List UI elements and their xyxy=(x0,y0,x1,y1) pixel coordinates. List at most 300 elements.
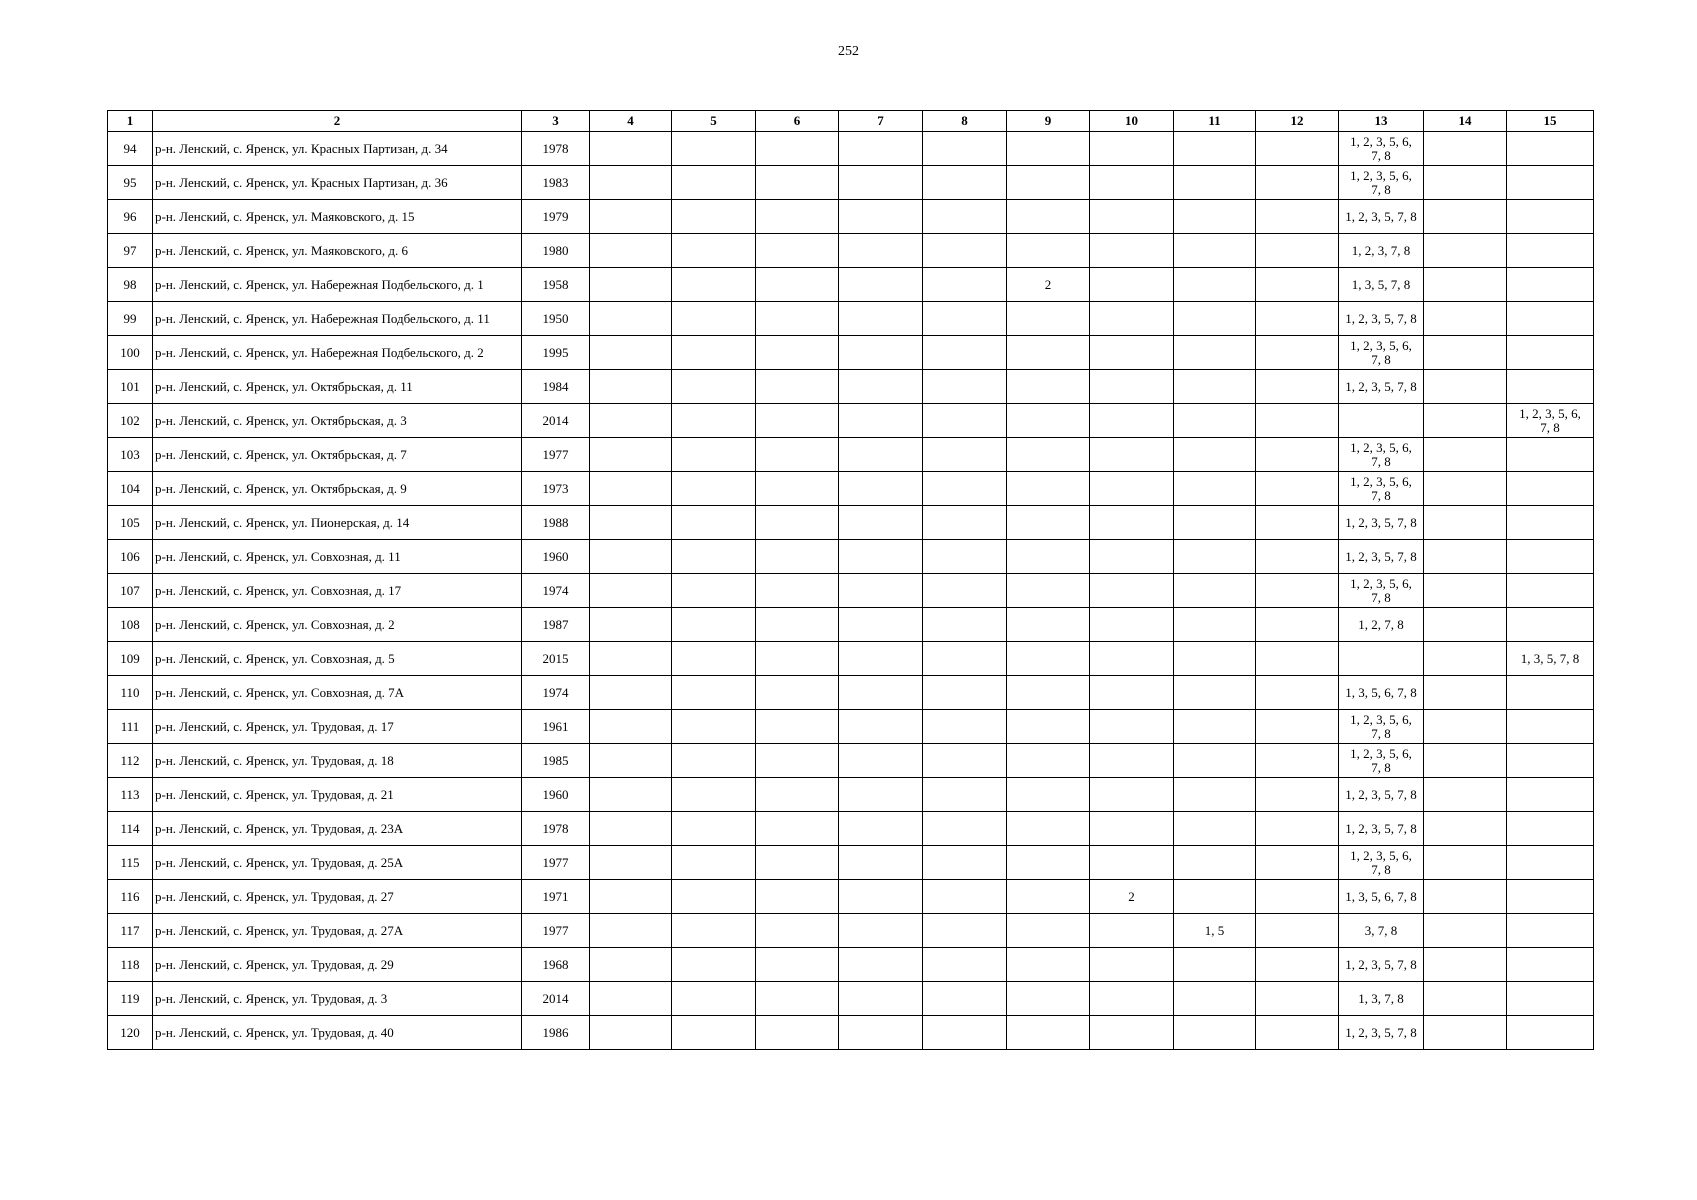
table-cell-col-5 xyxy=(672,914,756,948)
table-cell-col-12 xyxy=(1256,948,1339,982)
table-cell-col-11 xyxy=(1174,574,1256,608)
table-cell-col-9 xyxy=(1007,608,1090,642)
table-cell-col-10 xyxy=(1090,472,1174,506)
table-cell-col-10 xyxy=(1090,404,1174,438)
table-cell-col-7 xyxy=(839,676,923,710)
table-cell-col-6 xyxy=(756,234,839,268)
table-row xyxy=(108,642,1594,676)
table-cell-col-12 xyxy=(1256,676,1339,710)
table-cell-col-15 xyxy=(1507,506,1594,540)
table-cell-col-5 xyxy=(672,642,756,676)
column-header-12: 12 xyxy=(1256,111,1339,132)
table-cell-col-10 xyxy=(1090,642,1174,676)
table-cell-col-10 xyxy=(1090,166,1174,200)
table-cell-col-6 xyxy=(756,268,839,302)
table-cell-col-7 xyxy=(839,268,923,302)
table-row xyxy=(108,812,1594,846)
table-cell-col-7 xyxy=(839,642,923,676)
table-cell-col-12 xyxy=(1256,370,1339,404)
table-cell-col-12 xyxy=(1256,132,1339,166)
table-cell-col-5 xyxy=(672,574,756,608)
table-cell-col-7 xyxy=(839,336,923,370)
table-cell-col-8 xyxy=(923,166,1007,200)
table-cell-col-10 xyxy=(1090,608,1174,642)
table-cell-col-1: 108 xyxy=(108,608,153,642)
table-cell-col-3: 1960 xyxy=(522,778,590,812)
table-cell-col-10: 2 xyxy=(1090,880,1174,914)
table-cell-col-2: р-н. Ленский, с. Яренск, ул. Совхозная, д. 5 xyxy=(153,642,522,676)
table-cell-col-15 xyxy=(1507,812,1594,846)
table-cell-col-1: 104 xyxy=(108,472,153,506)
table-cell-col-6 xyxy=(756,132,839,166)
table-cell-col-2: р-н. Ленский, с. Яренск, ул. Красных Партизан, д. 34 xyxy=(153,132,522,166)
table-cell-col-7 xyxy=(839,880,923,914)
table-cell-col-14 xyxy=(1424,710,1507,744)
table-row xyxy=(108,234,1594,268)
table-cell-col-3: 1983 xyxy=(522,166,590,200)
table-cell-col-6 xyxy=(756,438,839,472)
table-cell-col-10 xyxy=(1090,710,1174,744)
table-cell-col-1: 109 xyxy=(108,642,153,676)
table-cell-col-12 xyxy=(1256,914,1339,948)
table-cell-col-10 xyxy=(1090,778,1174,812)
table-cell-col-5 xyxy=(672,948,756,982)
table-cell-col-13: 1, 2, 3, 5, 6, 7, 8 xyxy=(1339,744,1424,778)
table-cell-col-14 xyxy=(1424,268,1507,302)
table-cell-col-6 xyxy=(756,506,839,540)
table-cell-col-8 xyxy=(923,506,1007,540)
table-cell-col-7 xyxy=(839,710,923,744)
table-cell-col-6 xyxy=(756,948,839,982)
table-cell-col-10 xyxy=(1090,268,1174,302)
table-cell-col-2: р-н. Ленский, с. Яренск, ул. Октябрьская, д. 11 xyxy=(153,370,522,404)
table-cell-col-5 xyxy=(672,812,756,846)
table-cell-col-11 xyxy=(1174,846,1256,880)
table-cell-col-2: р-н. Ленский, с. Яренск, ул. Октябрьская, д. 9 xyxy=(153,472,522,506)
table-cell-col-11 xyxy=(1174,676,1256,710)
table-cell-col-10 xyxy=(1090,438,1174,472)
table-cell-col-2: р-н. Ленский, с. Яренск, ул. Красных Партизан, д. 36 xyxy=(153,166,522,200)
table-cell-col-11 xyxy=(1174,370,1256,404)
table-cell-col-1: 103 xyxy=(108,438,153,472)
table-cell-col-9 xyxy=(1007,642,1090,676)
table-cell-col-2: р-н. Ленский, с. Яренск, ул. Трудовая, д. 29 xyxy=(153,948,522,982)
table-cell-col-14 xyxy=(1424,132,1507,166)
table-cell-col-10 xyxy=(1090,812,1174,846)
column-header-2: 2 xyxy=(153,111,522,132)
table-cell-col-14 xyxy=(1424,574,1507,608)
table-cell-col-10 xyxy=(1090,540,1174,574)
table-cell-col-10 xyxy=(1090,574,1174,608)
table-cell-col-7 xyxy=(839,472,923,506)
table-row xyxy=(108,778,1594,812)
table-cell-col-15 xyxy=(1507,200,1594,234)
table-cell-col-13: 1, 2, 3, 7, 8 xyxy=(1339,234,1424,268)
table-cell-col-4 xyxy=(590,880,672,914)
table-cell-col-9 xyxy=(1007,778,1090,812)
table-cell-col-12 xyxy=(1256,200,1339,234)
table-cell-col-11 xyxy=(1174,200,1256,234)
table-cell-col-4 xyxy=(590,744,672,778)
table-cell-col-7 xyxy=(839,574,923,608)
table-cell-col-14 xyxy=(1424,676,1507,710)
table-cell-col-4 xyxy=(590,846,672,880)
table-row xyxy=(108,506,1594,540)
table-cell-col-6 xyxy=(756,404,839,438)
column-header-4: 4 xyxy=(590,111,672,132)
table-cell-col-3: 1968 xyxy=(522,948,590,982)
table-cell-col-2: р-н. Ленский, с. Яренск, ул. Трудовая, д. 40 xyxy=(153,1016,522,1050)
table-cell-col-14 xyxy=(1424,812,1507,846)
table-cell-col-14 xyxy=(1424,540,1507,574)
table-cell-col-1: 113 xyxy=(108,778,153,812)
table-cell-col-14 xyxy=(1424,438,1507,472)
table-cell-col-13: 1, 2, 3, 5, 7, 8 xyxy=(1339,540,1424,574)
table-cell-col-1: 118 xyxy=(108,948,153,982)
table-cell-col-2: р-н. Ленский, с. Яренск, ул. Трудовая, д. 27 xyxy=(153,880,522,914)
table-cell-col-11 xyxy=(1174,506,1256,540)
table-cell-col-14 xyxy=(1424,200,1507,234)
table-cell-col-2: р-н. Ленский, с. Яренск, ул. Набережная Подбельского, д. 1 xyxy=(153,268,522,302)
table-cell-col-13: 1, 2, 3, 5, 6, 7, 8 xyxy=(1339,574,1424,608)
table-cell-col-8 xyxy=(923,710,1007,744)
table-cell-col-2: р-н. Ленский, с. Яренск, ул. Совхозная, д. 7А xyxy=(153,676,522,710)
table-cell-col-14 xyxy=(1424,506,1507,540)
table-cell-col-13: 1, 2, 3, 5, 6, 7, 8 xyxy=(1339,132,1424,166)
table-cell-col-1: 95 xyxy=(108,166,153,200)
table-cell-col-2: р-н. Ленский, с. Яренск, ул. Маяковского, д. 6 xyxy=(153,234,522,268)
table-cell-col-15 xyxy=(1507,608,1594,642)
table-cell-col-14 xyxy=(1424,370,1507,404)
table-row xyxy=(108,336,1594,370)
table-cell-col-3: 1960 xyxy=(522,540,590,574)
table-cell-col-13: 1, 2, 7, 8 xyxy=(1339,608,1424,642)
table-cell-col-6 xyxy=(756,574,839,608)
table-cell-col-6 xyxy=(756,302,839,336)
table-cell-col-8 xyxy=(923,744,1007,778)
table-cell-col-2: р-н. Ленский, с. Яренск, ул. Маяковского, д. 15 xyxy=(153,200,522,234)
table-cell-col-3: 1950 xyxy=(522,302,590,336)
table-cell-col-3: 1974 xyxy=(522,574,590,608)
table-cell-col-5 xyxy=(672,880,756,914)
table-cell-col-6 xyxy=(756,982,839,1016)
table-cell-col-9 xyxy=(1007,676,1090,710)
table-cell-col-6 xyxy=(756,812,839,846)
table-cell-col-5 xyxy=(672,370,756,404)
table-cell-col-14 xyxy=(1424,778,1507,812)
table-cell-col-4 xyxy=(590,608,672,642)
table-cell-col-15 xyxy=(1507,132,1594,166)
table-cell-col-8 xyxy=(923,132,1007,166)
table-cell-col-5 xyxy=(672,404,756,438)
table-row xyxy=(108,710,1594,744)
table-cell-col-1: 102 xyxy=(108,404,153,438)
table-cell-col-5 xyxy=(672,608,756,642)
table-cell-col-5 xyxy=(672,472,756,506)
table-cell-col-12 xyxy=(1256,234,1339,268)
table-cell-col-8 xyxy=(923,914,1007,948)
table-cell-col-10 xyxy=(1090,744,1174,778)
table-cell-col-9: 2 xyxy=(1007,268,1090,302)
table-cell-col-2: р-н. Ленский, с. Яренск, ул. Пионерская, д. 14 xyxy=(153,506,522,540)
table-row xyxy=(108,744,1594,778)
table-cell-col-3: 1978 xyxy=(522,812,590,846)
table-cell-col-8 xyxy=(923,846,1007,880)
table-cell-col-5 xyxy=(672,166,756,200)
header-row xyxy=(108,111,1594,132)
table-cell-col-14 xyxy=(1424,404,1507,438)
table-cell-col-8 xyxy=(923,370,1007,404)
table-cell-col-3: 1973 xyxy=(522,472,590,506)
table-cell-col-1: 114 xyxy=(108,812,153,846)
table-cell-col-15 xyxy=(1507,438,1594,472)
table-cell-col-13: 1, 2, 3, 5, 7, 8 xyxy=(1339,370,1424,404)
table-cell-col-15 xyxy=(1507,1016,1594,1050)
table-cell-col-7 xyxy=(839,540,923,574)
table-cell-col-9 xyxy=(1007,404,1090,438)
table-row xyxy=(108,268,1594,302)
table-cell-col-7 xyxy=(839,1016,923,1050)
table-cell-col-4 xyxy=(590,676,672,710)
table-cell-col-3: 1979 xyxy=(522,200,590,234)
table-cell-col-11 xyxy=(1174,982,1256,1016)
table-cell-col-12 xyxy=(1256,744,1339,778)
table-cell-col-15 xyxy=(1507,778,1594,812)
table-cell-col-13: 1, 3, 7, 8 xyxy=(1339,982,1424,1016)
table-cell-col-1: 110 xyxy=(108,676,153,710)
column-header-11: 11 xyxy=(1174,111,1256,132)
table-row xyxy=(108,404,1594,438)
table-cell-col-3: 2015 xyxy=(522,642,590,676)
column-header-9: 9 xyxy=(1007,111,1090,132)
table-cell-col-1: 105 xyxy=(108,506,153,540)
table-cell-col-3: 1995 xyxy=(522,336,590,370)
table-row xyxy=(108,608,1594,642)
table-cell-col-10 xyxy=(1090,302,1174,336)
table-cell-col-2: р-н. Ленский, с. Яренск, ул. Набережная Подбельского, д. 2 xyxy=(153,336,522,370)
table-cell-col-3: 1987 xyxy=(522,608,590,642)
table-cell-col-14 xyxy=(1424,166,1507,200)
table-cell-col-2: р-н. Ленский, с. Яренск, ул. Трудовая, д. 3 xyxy=(153,982,522,1016)
table-row xyxy=(108,302,1594,336)
table-cell-col-5 xyxy=(672,1016,756,1050)
table-cell-col-9 xyxy=(1007,846,1090,880)
table-cell-col-5 xyxy=(672,540,756,574)
table-cell-col-9 xyxy=(1007,574,1090,608)
table-cell-col-5 xyxy=(672,846,756,880)
table-cell-col-1: 98 xyxy=(108,268,153,302)
table-cell-col-15: 1, 2, 3, 5, 6, 7, 8 xyxy=(1507,404,1594,438)
table-row xyxy=(108,540,1594,574)
table-cell-col-9 xyxy=(1007,744,1090,778)
table-cell-col-10 xyxy=(1090,914,1174,948)
table-cell-col-15 xyxy=(1507,982,1594,1016)
table-cell-col-12 xyxy=(1256,540,1339,574)
column-header-14: 14 xyxy=(1424,111,1507,132)
table-cell-col-5 xyxy=(672,234,756,268)
table-cell-col-13: 1, 3, 5, 6, 7, 8 xyxy=(1339,676,1424,710)
table-row xyxy=(108,914,1594,948)
table-cell-col-15 xyxy=(1507,336,1594,370)
table-cell-col-11 xyxy=(1174,540,1256,574)
table-cell-col-9 xyxy=(1007,812,1090,846)
table-cell-col-3: 1958 xyxy=(522,268,590,302)
table-cell-col-11 xyxy=(1174,642,1256,676)
table-body xyxy=(108,132,1594,1050)
table-cell-col-12 xyxy=(1256,404,1339,438)
table-cell-col-4 xyxy=(590,370,672,404)
table-cell-col-11 xyxy=(1174,472,1256,506)
table-cell-col-8 xyxy=(923,1016,1007,1050)
table-cell-col-4 xyxy=(590,472,672,506)
table-cell-col-15 xyxy=(1507,948,1594,982)
table-cell-col-4 xyxy=(590,336,672,370)
table-cell-col-12 xyxy=(1256,574,1339,608)
table-cell-col-6 xyxy=(756,710,839,744)
table-cell-col-13: 1, 2, 3, 5, 7, 8 xyxy=(1339,948,1424,982)
table-cell-col-12 xyxy=(1256,506,1339,540)
table-cell-col-3: 1977 xyxy=(522,914,590,948)
table-cell-col-7 xyxy=(839,132,923,166)
table-cell-col-9 xyxy=(1007,540,1090,574)
table-cell-col-14 xyxy=(1424,472,1507,506)
table-cell-col-13: 1, 2, 3, 5, 7, 8 xyxy=(1339,812,1424,846)
table-cell-col-2: р-н. Ленский, с. Яренск, ул. Трудовая, д. 27А xyxy=(153,914,522,948)
table-row xyxy=(108,948,1594,982)
table-cell-col-11 xyxy=(1174,404,1256,438)
table-cell-col-2: р-н. Ленский, с. Яренск, ул. Трудовая, д. 17 xyxy=(153,710,522,744)
table-cell-col-1: 101 xyxy=(108,370,153,404)
table-cell-col-9 xyxy=(1007,982,1090,1016)
table-cell-col-14 xyxy=(1424,914,1507,948)
table-cell-col-13: 1, 3, 5, 6, 7, 8 xyxy=(1339,880,1424,914)
table-cell-col-8 xyxy=(923,642,1007,676)
table-cell-col-5 xyxy=(672,268,756,302)
table-cell-col-5 xyxy=(672,200,756,234)
table-cell-col-6 xyxy=(756,472,839,506)
table-cell-col-6 xyxy=(756,540,839,574)
table-cell-col-5 xyxy=(672,982,756,1016)
table-cell-col-4 xyxy=(590,268,672,302)
table-cell-col-13: 3, 7, 8 xyxy=(1339,914,1424,948)
table-cell-col-12 xyxy=(1256,472,1339,506)
table-cell-col-14 xyxy=(1424,608,1507,642)
table-cell-col-4 xyxy=(590,438,672,472)
table-cell-col-5 xyxy=(672,438,756,472)
table-cell-col-12 xyxy=(1256,710,1339,744)
table-cell-col-1: 97 xyxy=(108,234,153,268)
table-cell-col-3: 1977 xyxy=(522,846,590,880)
table-cell-col-7 xyxy=(839,846,923,880)
table-cell-col-8 xyxy=(923,574,1007,608)
table-cell-col-15 xyxy=(1507,676,1594,710)
table-row xyxy=(108,472,1594,506)
table-cell-col-14 xyxy=(1424,948,1507,982)
table-cell-col-10 xyxy=(1090,948,1174,982)
table-cell-col-7 xyxy=(839,812,923,846)
table-cell-col-3: 1986 xyxy=(522,1016,590,1050)
table-cell-col-10 xyxy=(1090,132,1174,166)
column-header-6: 6 xyxy=(756,111,839,132)
table-cell-col-8 xyxy=(923,676,1007,710)
table-cell-col-8 xyxy=(923,540,1007,574)
table-cell-col-8 xyxy=(923,200,1007,234)
table-cell-col-14 xyxy=(1424,846,1507,880)
table-cell-col-14 xyxy=(1424,302,1507,336)
table-cell-col-8 xyxy=(923,812,1007,846)
table-cell-col-1: 115 xyxy=(108,846,153,880)
table-cell-col-8 xyxy=(923,302,1007,336)
table-cell-col-14 xyxy=(1424,642,1507,676)
table-cell-col-12 xyxy=(1256,846,1339,880)
table-cell-col-4 xyxy=(590,132,672,166)
table-cell-col-8 xyxy=(923,268,1007,302)
table-cell-col-15 xyxy=(1507,166,1594,200)
table-cell-col-10 xyxy=(1090,982,1174,1016)
table-cell-col-8 xyxy=(923,778,1007,812)
table-row xyxy=(108,200,1594,234)
table-cell-col-5 xyxy=(672,778,756,812)
table-cell-col-1: 120 xyxy=(108,1016,153,1050)
table-cell-col-2: р-н. Ленский, с. Яренск, ул. Трудовая, д. 18 xyxy=(153,744,522,778)
table-cell-col-13: 1, 2, 3, 5, 7, 8 xyxy=(1339,506,1424,540)
table-cell-col-15 xyxy=(1507,234,1594,268)
table-cell-col-11 xyxy=(1174,166,1256,200)
table-cell-col-7 xyxy=(839,948,923,982)
table-cell-col-9 xyxy=(1007,166,1090,200)
table-cell-col-12 xyxy=(1256,982,1339,1016)
table-cell-col-4 xyxy=(590,302,672,336)
table-cell-col-3: 1978 xyxy=(522,132,590,166)
table-cell-col-9 xyxy=(1007,234,1090,268)
table-cell-col-15 xyxy=(1507,268,1594,302)
table-cell-col-12 xyxy=(1256,302,1339,336)
table-cell-col-12 xyxy=(1256,438,1339,472)
table-cell-col-7 xyxy=(839,302,923,336)
table-cell-col-3: 1977 xyxy=(522,438,590,472)
table-cell-col-12 xyxy=(1256,880,1339,914)
table-cell-col-10 xyxy=(1090,200,1174,234)
table-row xyxy=(108,132,1594,166)
table-cell-col-9 xyxy=(1007,710,1090,744)
table-cell-col-2: р-н. Ленский, с. Яренск, ул. Совхозная, д. 2 xyxy=(153,608,522,642)
table-cell-col-9 xyxy=(1007,132,1090,166)
table-cell-col-13: 1, 2, 3, 5, 7, 8 xyxy=(1339,200,1424,234)
table-cell-col-13: 1, 2, 3, 5, 6, 7, 8 xyxy=(1339,166,1424,200)
table-cell-col-6 xyxy=(756,166,839,200)
table-cell-col-1: 106 xyxy=(108,540,153,574)
table-cell-col-2: р-н. Ленский, с. Яренск, ул. Октябрьская, д. 3 xyxy=(153,404,522,438)
table-cell-col-10 xyxy=(1090,370,1174,404)
table-cell-col-3: 2014 xyxy=(522,404,590,438)
table-cell-col-8 xyxy=(923,982,1007,1016)
table-cell-col-11 xyxy=(1174,132,1256,166)
table-cell-col-1: 100 xyxy=(108,336,153,370)
table-cell-col-8 xyxy=(923,336,1007,370)
table-cell-col-5 xyxy=(672,710,756,744)
table-cell-col-15 xyxy=(1507,710,1594,744)
table-cell-col-11 xyxy=(1174,234,1256,268)
table-cell-col-5 xyxy=(672,132,756,166)
column-header-15: 15 xyxy=(1507,111,1594,132)
table-cell-col-1: 119 xyxy=(108,982,153,1016)
table-cell-col-3: 1971 xyxy=(522,880,590,914)
table-cell-col-2: р-н. Ленский, с. Яренск, ул. Набережная Подбельского, д. 11 xyxy=(153,302,522,336)
table-cell-col-7 xyxy=(839,982,923,1016)
table-cell-col-15 xyxy=(1507,540,1594,574)
table-cell-col-15 xyxy=(1507,574,1594,608)
table-cell-col-1: 94 xyxy=(108,132,153,166)
